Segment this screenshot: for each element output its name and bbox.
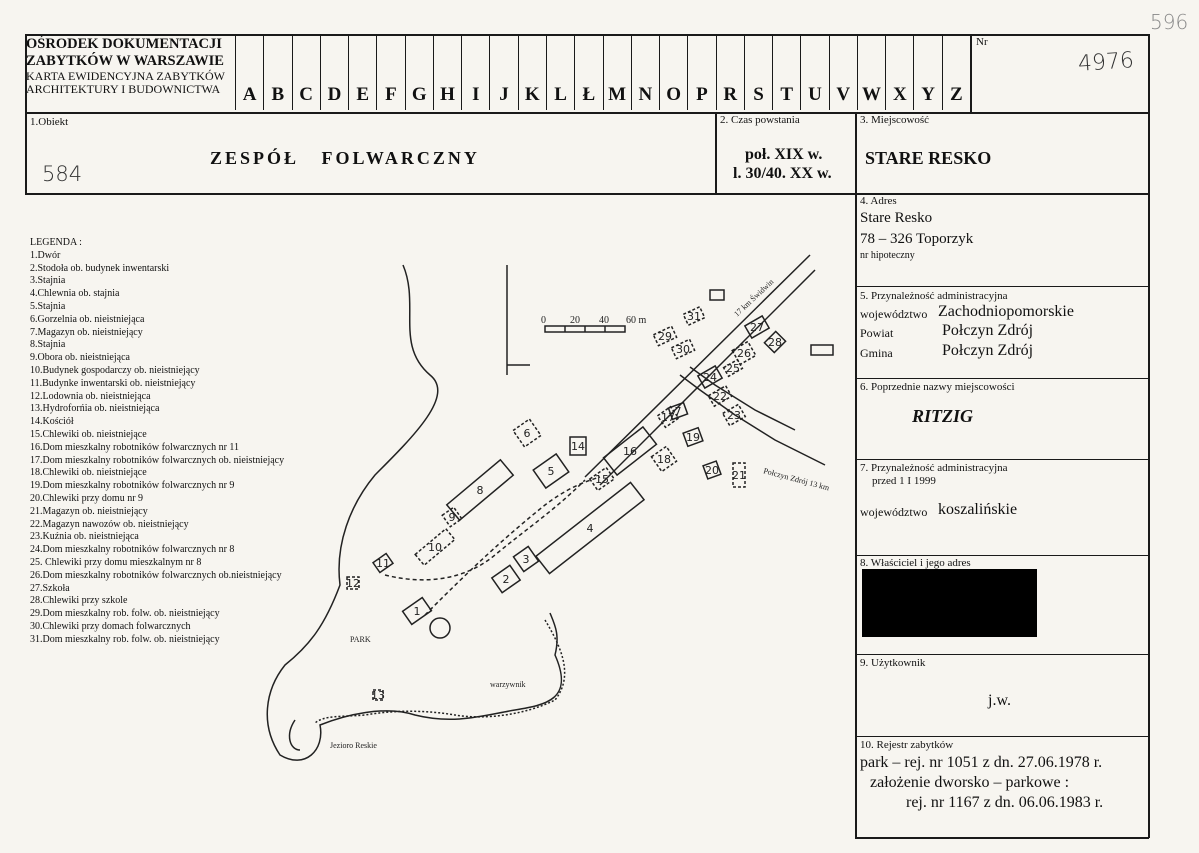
building-number: 16 — [623, 445, 637, 458]
registry-line2: założenie dworsko – parkowe : — [870, 774, 1070, 791]
corner-handwritten-number: 596 — [1150, 10, 1189, 34]
building-number: 6 — [523, 427, 531, 440]
scale-label: 0 — [541, 315, 546, 326]
building-number: 27 — [750, 321, 764, 334]
row1-divider — [25, 193, 1149, 195]
letter-cell — [376, 35, 404, 110]
field7-label-date: przed 1 I 1999 — [872, 475, 936, 487]
letter-cell — [603, 35, 631, 110]
driveway-roundel — [430, 618, 450, 638]
legend-item: 15.Chlewiki ob. nieistniejące — [30, 428, 147, 440]
legend-item: 2.Stodoła ob. budynek inwentarski — [30, 262, 170, 274]
scale-label: 40 — [599, 315, 609, 326]
address-line2: 78 – 326 Toporzyk — [860, 231, 974, 247]
organization-header — [26, 36, 236, 96]
letter-cell — [518, 35, 546, 110]
letter-label: B — [271, 84, 285, 105]
admin-value-county: Połczyn Zdrój — [942, 322, 1034, 339]
building-number: 17 — [661, 411, 675, 424]
building-number: 9 — [448, 511, 456, 524]
legend-item: 27.Szkoła — [30, 582, 70, 594]
lake-shore-detail — [290, 720, 300, 750]
letter-cell — [263, 35, 291, 110]
classification-letters — [235, 35, 970, 110]
letter-label: J — [499, 84, 509, 105]
park-label: PARK — [350, 635, 371, 644]
road-label-polczyn: Połczyn Zdrój 13 km — [762, 466, 831, 493]
legend-title: LEGENDA : — [30, 237, 82, 248]
building-number: 29 — [658, 330, 672, 343]
legend-item: 12.Lodownia ob. nieistniejąca — [30, 390, 151, 402]
legend-item: 31.Dom mieszkalny rob. folw. ob. nieistniejący — [30, 633, 220, 645]
letter-cell — [235, 35, 263, 110]
building-number: 2 — [502, 573, 510, 586]
lake-label: Jezioro Reskie — [330, 741, 377, 750]
building-number: 10 — [428, 541, 442, 554]
building-number: 25 — [726, 362, 740, 375]
registry-line3: rej. nr 1167 z dn. 06.06.1983 r. — [906, 794, 1104, 811]
letter-cell — [405, 35, 433, 110]
user-value: j.w. — [988, 692, 1011, 709]
building-number: 20 — [705, 464, 719, 477]
letter-label: L — [554, 84, 567, 105]
nr-handwritten-value: 4976 — [1077, 48, 1135, 77]
letter-cell — [913, 35, 941, 110]
legend-item: 18.Chlewiki ob. nieistniejące — [30, 467, 147, 479]
building-number: 3 — [522, 553, 530, 566]
legend-item: 10.Budynek gospodarczy ob. nieistniejący — [30, 364, 200, 376]
letter-label: E — [356, 84, 370, 105]
letter-label: K — [524, 84, 540, 105]
letter-cell — [659, 35, 687, 110]
nr-label: Nr — [976, 36, 988, 48]
date-line2: l. 30/40. XX w. — [733, 165, 832, 182]
legend-item: 4.Chlewnia ob. stajnia — [30, 288, 120, 300]
letter-label: Ł — [582, 84, 596, 105]
legend-item: 6.Gorzelnia ob. nieistniejąca — [30, 313, 145, 325]
field9-label: 9. Użytkownik — [860, 657, 926, 669]
letter-cell — [885, 35, 913, 110]
letter-cell — [489, 35, 517, 110]
shed-outline — [811, 345, 833, 355]
letter-label: D — [327, 84, 342, 105]
letter-cell — [292, 35, 320, 110]
building-number: 8 — [476, 484, 484, 497]
building-number: 1 — [413, 605, 421, 618]
legend-item: 5.Stajnia — [30, 300, 66, 312]
building-number: 7 — [674, 405, 682, 418]
legend-item: 17.Dom mieszkalny robotników folwarcznych ob. nieistniejący — [30, 454, 285, 466]
field8-divider — [855, 555, 1149, 556]
legend-item: 29.Dom mieszkalny rob. folw. ob. nieistniejący — [30, 608, 220, 620]
building-number: 4 — [586, 522, 594, 535]
legend-item: 14.Kościół — [30, 416, 74, 428]
letter-label: C — [299, 84, 314, 105]
address-line3: nr hipoteczny — [860, 250, 915, 261]
building-number: 12 — [346, 577, 360, 590]
field3-label: 3. Miejscowość — [860, 114, 930, 126]
garden-label: warzywnik — [490, 680, 526, 689]
letter-label: Z — [950, 84, 963, 105]
legend-item: 23.Kuźnia ob. nieistniejąca — [30, 531, 139, 543]
path — [385, 480, 585, 580]
building-number: 23 — [727, 409, 741, 422]
org-name-line1: OŚRODEK DOKUMENTACJI — [26, 36, 222, 52]
road-polczyn — [680, 375, 825, 465]
date-line1: poł. XIX w. — [745, 146, 823, 163]
letter-label: A — [242, 84, 257, 105]
admin-key-county: Powiat — [860, 326, 894, 340]
legend-item: 25. Chlewiki przy domu mieszkalnym nr 8 — [30, 556, 202, 568]
building-number: 22 — [713, 390, 727, 403]
field5-divider — [855, 286, 1149, 287]
letter-cell — [857, 35, 885, 110]
building-number: 21 — [732, 469, 746, 482]
field2-divider — [715, 112, 717, 193]
letter-label: Y — [921, 84, 935, 105]
building-number: 30 — [676, 343, 690, 356]
letter-cell — [461, 35, 489, 110]
letter-cell — [942, 35, 970, 110]
scale-label: 20 — [570, 315, 580, 326]
former-admin-key: województwo — [860, 505, 928, 519]
legend-item: 22.Magazyn nawozów ob. nieistniejący — [30, 518, 189, 530]
right-column-divider — [855, 112, 857, 838]
building-number: 14 — [571, 440, 585, 453]
admin-key-commune: Gmina — [860, 346, 893, 360]
field5-label: 5. Przynależność administracyjna — [860, 290, 1008, 302]
letter-cell — [348, 35, 376, 110]
legend-item: 7.Magazyn ob. nieistniejący — [30, 326, 143, 338]
building-number: 19 — [686, 431, 700, 444]
frame-right — [1148, 34, 1150, 838]
shed-outline — [710, 290, 724, 300]
letter-label: M — [608, 84, 627, 105]
legend-item: 13.Hydroforńia ob. nieistniejąca — [30, 403, 160, 415]
letter-cell — [829, 35, 857, 110]
frame-top — [25, 34, 1149, 36]
field7-divider — [855, 459, 1149, 460]
letter-label: I — [472, 84, 480, 105]
letter-label: P — [696, 84, 708, 105]
building-number: 24 — [703, 371, 717, 384]
letter-label: R — [723, 84, 738, 105]
admin-key-voivodeship: województwo — [860, 307, 928, 321]
field6-label: 6. Poprzednie nazwy miejscowości — [860, 381, 1015, 393]
letter-cell — [744, 35, 772, 110]
object-name: ZESPÓŁ FOLWARCZNY — [210, 148, 480, 168]
letter-label: O — [666, 84, 682, 105]
letter-cell — [687, 35, 715, 110]
field10-label: 10. Rejestr zabytków — [860, 739, 954, 751]
scale-label: 60 m — [626, 315, 647, 326]
legend-item: 21.Magazyn ob. nieistniejący — [30, 505, 148, 517]
letter-label: S — [753, 84, 764, 105]
card-type-line1: KARTA EWIDENCYJNA ZABYTKÓW — [26, 69, 225, 83]
letter-label: T — [780, 84, 794, 105]
field7-label: 7. Przynależność administracyjna — [860, 462, 1008, 474]
frame-bottom-right — [855, 837, 1149, 839]
admin-value-commune: Połczyn Zdrój — [942, 342, 1034, 359]
letter-label: N — [638, 84, 653, 105]
building-number: 15 — [595, 473, 609, 486]
field1-label: 1.Obiekt — [30, 116, 69, 128]
header-divider — [25, 112, 1149, 114]
letter-cell — [631, 35, 659, 110]
previous-name-value: RITZIG — [912, 406, 974, 426]
letter-cell — [716, 35, 744, 110]
letter-label: G — [411, 84, 427, 105]
legend-item: 20.Chlewiki przy domu nr 9 — [30, 492, 144, 504]
letter-cell — [574, 35, 602, 110]
letter-label: X — [892, 84, 907, 105]
letter-cell — [320, 35, 348, 110]
field4-label: 4. Adres — [860, 195, 897, 207]
letter-cell — [433, 35, 461, 110]
frame-left — [25, 34, 27, 194]
building-number: 31 — [687, 310, 701, 323]
former-admin-value: koszalińskie — [938, 501, 1018, 518]
field9-divider — [855, 654, 1149, 655]
legend-item: 3.Stajnia — [30, 275, 66, 287]
field10-divider — [855, 736, 1149, 737]
field2-label: 2. Czas powstania — [720, 114, 800, 126]
building-number: 26 — [737, 347, 751, 360]
field8-label: 8. Właściciel i jego adres — [860, 557, 971, 569]
building-number: 5 — [547, 465, 555, 478]
building-number: 18 — [657, 453, 671, 466]
card-type-line2: ARCHITEKTURY I BUDOWNICTWA — [26, 82, 221, 96]
building-number: 28 — [768, 336, 782, 349]
redacted-owner-box — [862, 569, 1037, 637]
letter-label: W — [862, 84, 882, 105]
letter-label: V — [836, 84, 851, 105]
admin-value-voivodeship: Zachodniopomorskie — [938, 303, 1074, 320]
legend-item: 9.Obora ob. nieistniejąca — [30, 352, 130, 364]
org-name-line2: ZABYTKÓW W WARSZAWIE — [26, 53, 224, 69]
building-number: 13 — [371, 689, 385, 702]
letter-cell — [772, 35, 800, 110]
letter-cell — [546, 35, 574, 110]
handwritten-object-number: 584 — [42, 162, 83, 186]
locality-value: STARE RESKO — [865, 148, 992, 168]
legend-item: 26.Dom mieszkalny robotników folwarcznych ob.nieistniejący — [30, 569, 282, 581]
legend-item: 1.Dwór — [30, 249, 61, 261]
field6-divider — [855, 378, 1149, 379]
address-line1: Stare Resko — [860, 210, 933, 226]
letter-label: F — [385, 84, 397, 105]
nr-divider — [970, 34, 972, 112]
letter-cell — [800, 35, 828, 110]
letter-label: U — [808, 84, 822, 105]
legend-item: 19.Dom mieszkalny robotników folwarcznych nr 9 — [30, 480, 235, 492]
legend-item: 8.Stajnia — [30, 339, 66, 351]
building-number: 11 — [376, 557, 390, 570]
registry-line1: park – rej. nr 1051 z dn. 27.06.1978 r. — [860, 754, 1103, 771]
legend-item: 30.Chlewiki przy domach folwarcznych — [30, 620, 191, 632]
legend-item: 24.Dom mieszkalny robotników folwarcznych nr 8 — [30, 544, 235, 556]
site-plan-map — [255, 245, 845, 775]
legend-item: 28.Chlewiki przy szkole — [30, 595, 128, 607]
road-label-swidwin: 17 km Świdwin — [732, 277, 776, 319]
legend-item: 11.Budynke inwentarski ob. nieistniejący — [30, 377, 196, 389]
letter-label: H — [440, 84, 455, 105]
legend-item: 16.Dom mieszkalny robotników folwarcznych nr 11 — [30, 441, 240, 453]
path — [425, 477, 600, 615]
